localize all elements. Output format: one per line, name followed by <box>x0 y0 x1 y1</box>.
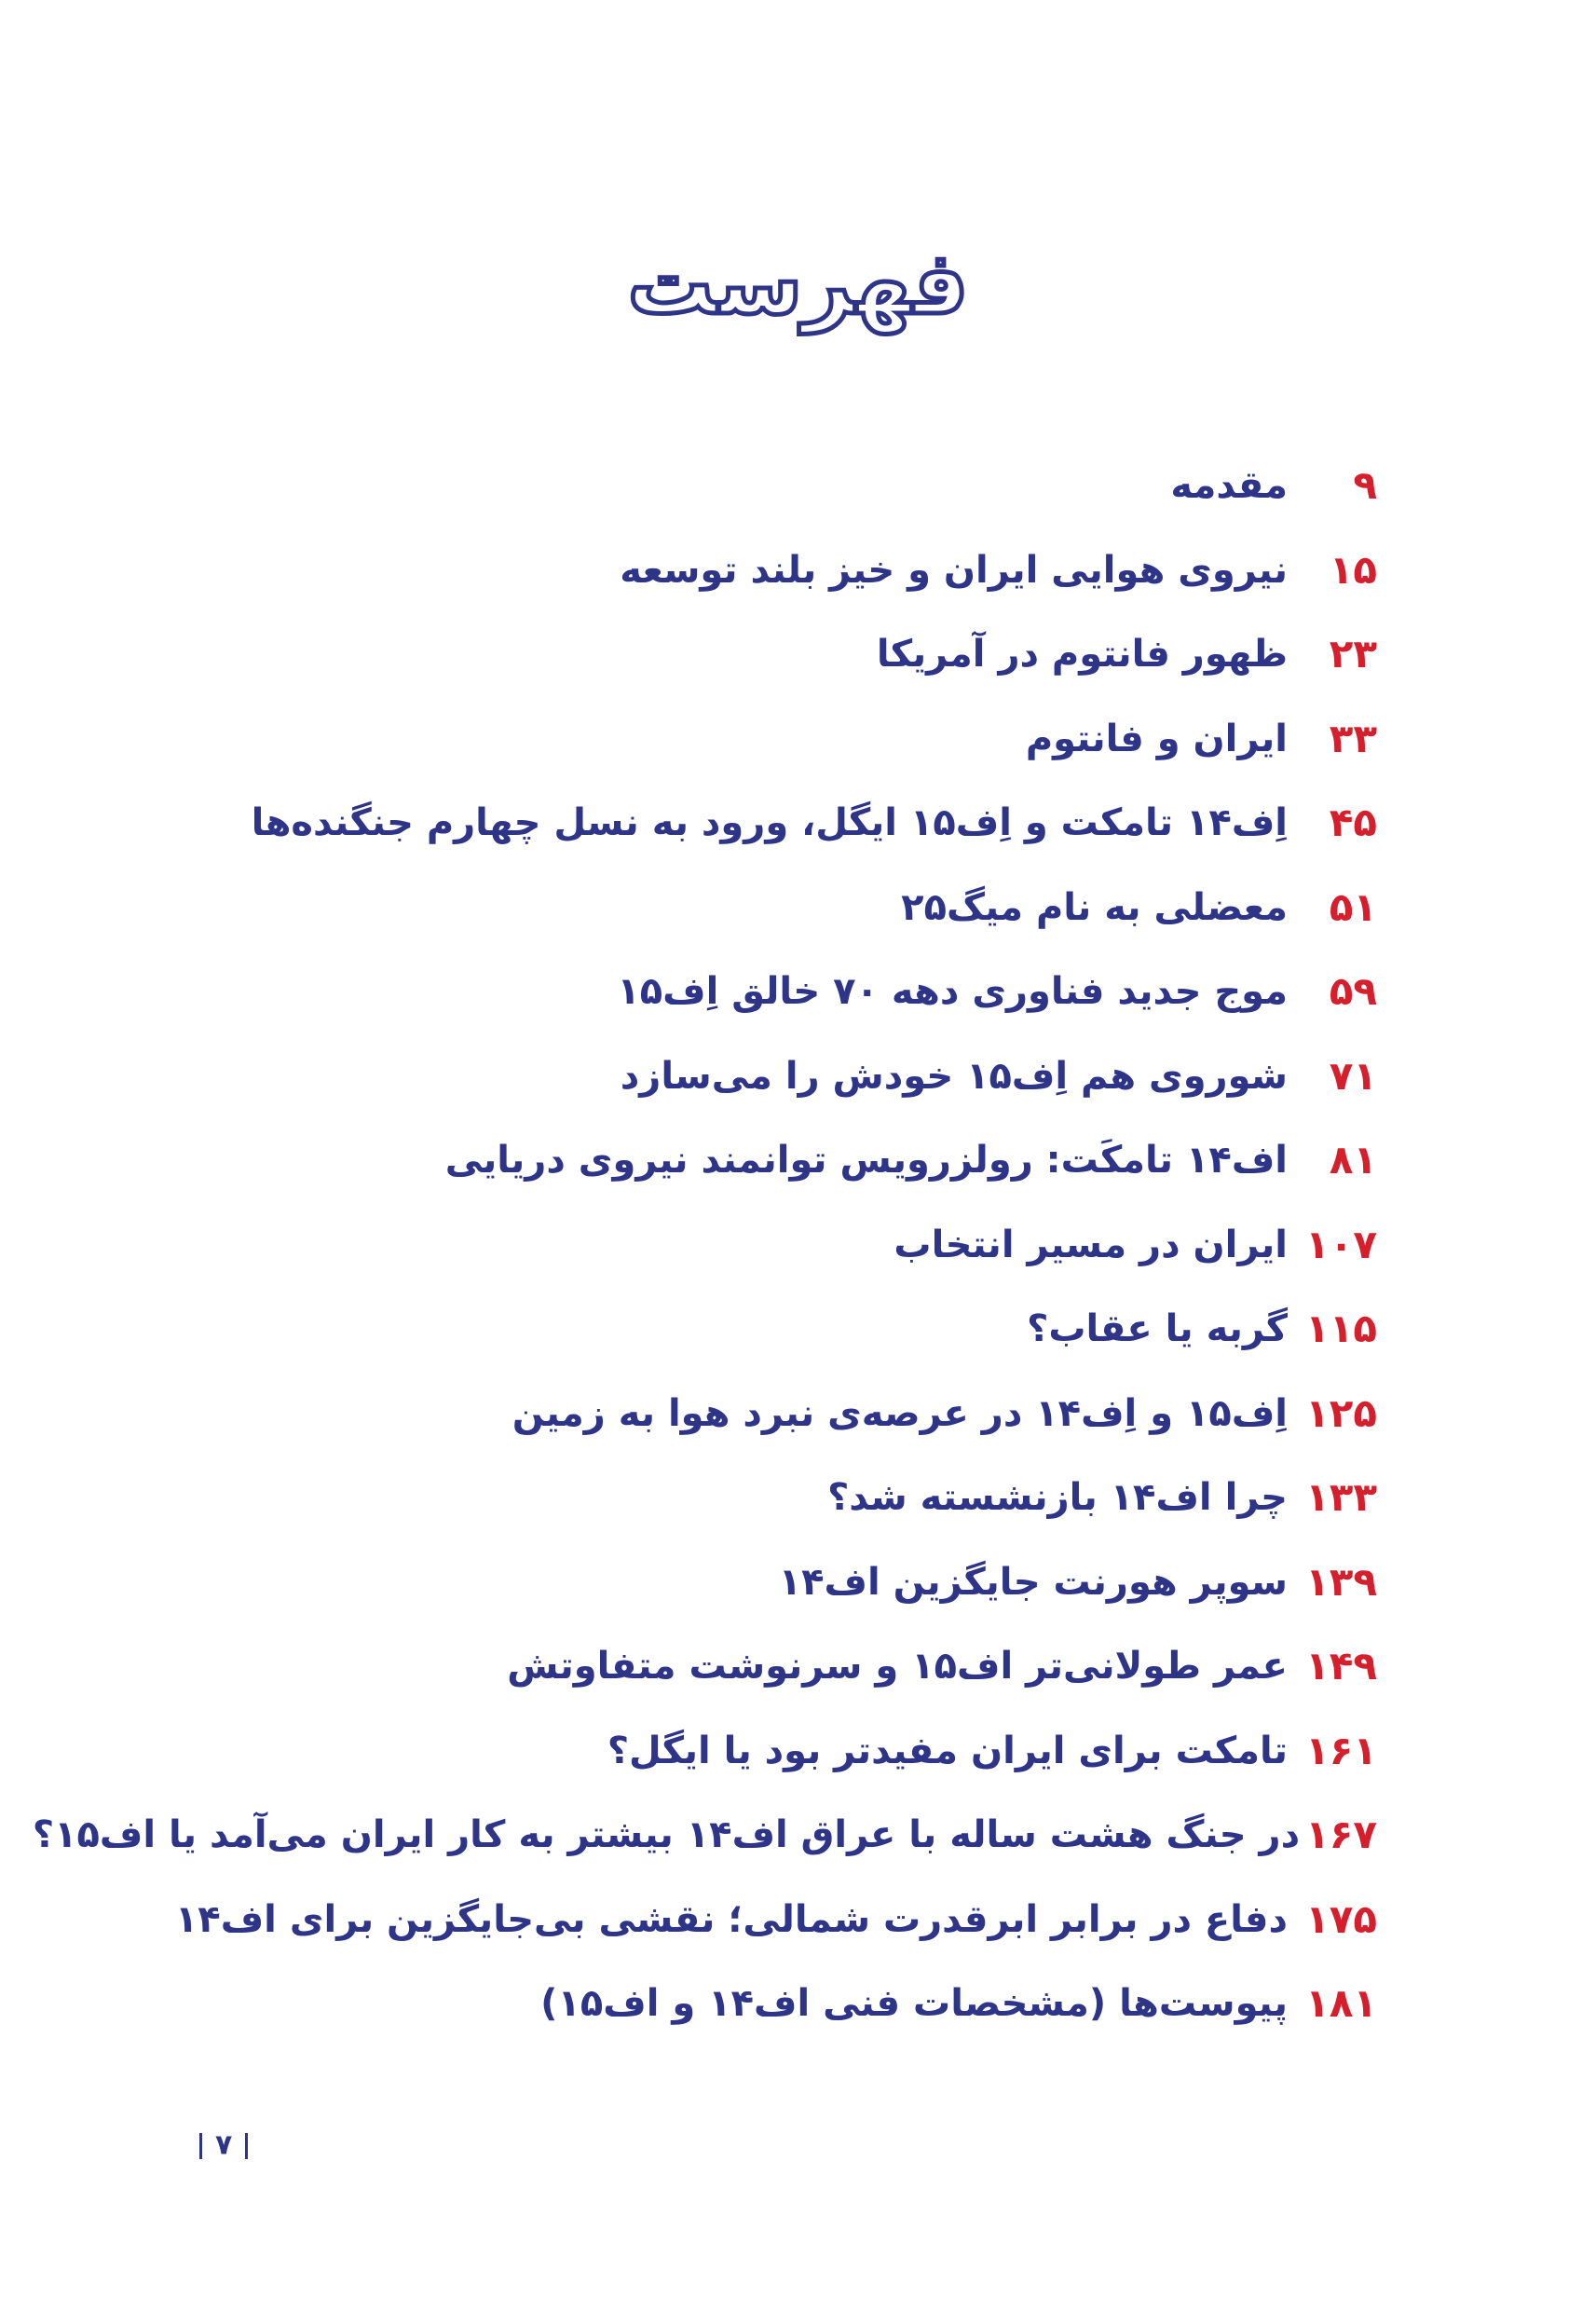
toc-chapter-title: اف‌۱۴ تامکَت: رولزرویس توانمند نیروی دریایی <box>444 1139 1288 1183</box>
toc-entry[interactable] <box>73 1034 1377 1119</box>
toc-entry[interactable] <box>73 781 1377 866</box>
toc-chapter-title: ایران در مسیر انتخاب <box>893 1223 1288 1266</box>
toc-page-number: ۱۶۷ <box>1305 1812 1377 1858</box>
toc-chapter-title: در جنگ هشت ساله با عراق اف‌۱۴ بیشتر به کار ایران می‌آمد یا اف‌۱۵؟ <box>32 1813 1301 1857</box>
toc-page-number: ۲۳ <box>1329 631 1377 677</box>
toc-entry[interactable] <box>73 1878 1377 1962</box>
toc-page-number: ۱۰۷ <box>1305 1221 1377 1267</box>
toc-chapter-title: سوپر هورنت جایگزین اف‌۱۴ <box>778 1560 1288 1604</box>
toc-entry[interactable] <box>73 866 1377 950</box>
toc-page-number: ۱۵ <box>1329 546 1377 593</box>
toc-chapter-title: عمر طولانی‌تر اف‌۱۵ و سرنوشت متفاوتش <box>507 1645 1288 1689</box>
toc-page-number: ۵۹ <box>1329 968 1377 1015</box>
toc-page-number: ۱۲۵ <box>1305 1389 1377 1436</box>
toc-chapter-title: شوروی هم اِف‌۱۵ خودش را می‌سازد <box>620 1054 1288 1098</box>
toc-entry[interactable] <box>73 1372 1377 1456</box>
toc-chapter-title: اِف‌۱۵ و اِف‌۱۴ در عرصه‌ی نبرد هوا به زمین <box>512 1391 1288 1435</box>
toc-chapter-title: دفاع در برابر ابرقدرت شمالی؛ نقشی بی‌جایگزین برای اف‌۱۴ <box>174 1897 1288 1941</box>
toc-page-number: ۱۶۱ <box>1305 1727 1377 1773</box>
toc-entry[interactable] <box>73 1540 1377 1625</box>
toc-page-number: ۱۸۱ <box>1305 1980 1377 2027</box>
page-folio <box>186 2126 261 2165</box>
folio-number: ۷ <box>215 2128 233 2162</box>
toc-page-number: ۱۳۳ <box>1305 1474 1377 1521</box>
toc-entry[interactable] <box>73 697 1377 782</box>
toc-entry[interactable] <box>73 1118 1377 1203</box>
toc-chapter-title: گربه یا عقاب؟ <box>1027 1307 1288 1351</box>
toc-chapter-title: موج جدید فناوری دهه ۷۰ خالق اِف‌۱۵ <box>617 970 1288 1014</box>
folio-left-divider <box>199 2133 202 2159</box>
toc-entry[interactable] <box>73 950 1377 1034</box>
toc-entry[interactable] <box>73 1962 1377 2046</box>
toc-entry[interactable] <box>73 612 1377 697</box>
toc-entry[interactable] <box>73 1456 1377 1540</box>
toc-chapter-title: چرا اف‌۱۴ بازنشسته شد؟ <box>827 1476 1288 1520</box>
toc-page-number: ۱۱۵ <box>1305 1306 1377 1352</box>
toc-page-number: ۷۱ <box>1329 1052 1377 1099</box>
toc-page-number: ۱۴۹ <box>1305 1643 1377 1689</box>
toc-page-number: ۵۱ <box>1329 883 1377 930</box>
toc-entry[interactable] <box>73 1709 1377 1794</box>
toc-chapter-title: تامکت برای ایران مفیدتر بود یا ایگل؟ <box>607 1729 1288 1772</box>
toc-entry[interactable] <box>73 528 1377 613</box>
toc-chapter-title: مقدمه <box>1170 464 1288 508</box>
table-of-contents <box>32 444 1377 2046</box>
toc-chapter-title: ایران و فانتوم <box>1025 717 1288 760</box>
toc-chapter-title: ظهور فانتوم در آمریکا <box>876 633 1288 677</box>
toc-entry[interactable] <box>32 1793 1377 1878</box>
toc-page-number: ۸۱ <box>1329 1137 1377 1183</box>
toc-entry[interactable] <box>73 1287 1377 1372</box>
toc-page-number: ۱۷۵ <box>1305 1895 1377 1942</box>
toc-entry[interactable] <box>73 1203 1377 1288</box>
folio-right-divider <box>245 2133 248 2159</box>
page-title: فهرست <box>627 234 969 334</box>
toc-chapter-title: اِف‌۱۴ تامکت و اِف‌۱۵ ایگل، ورود به نسل چهارم جنگنده‌ها <box>251 801 1288 845</box>
toc-chapter-title: معضلی به نام میگ۲۵ <box>901 885 1288 929</box>
toc-page-number: ۱۳۹ <box>1305 1558 1377 1605</box>
toc-page-number: ۳۳ <box>1329 715 1377 761</box>
toc-chapter-title: نیروی هوایی ایران و خیز بلند توسعه <box>620 548 1288 592</box>
toc-chapter-title: پیوست‌ها (مشخصات فنی اف‌۱۴ و اف‌۱۵) <box>540 1982 1288 2026</box>
toc-entry[interactable] <box>73 444 1377 528</box>
toc-page-number: ۴۵ <box>1329 800 1377 846</box>
toc-page-number: ۹ <box>1353 462 1377 509</box>
toc-entry[interactable] <box>73 1624 1377 1709</box>
